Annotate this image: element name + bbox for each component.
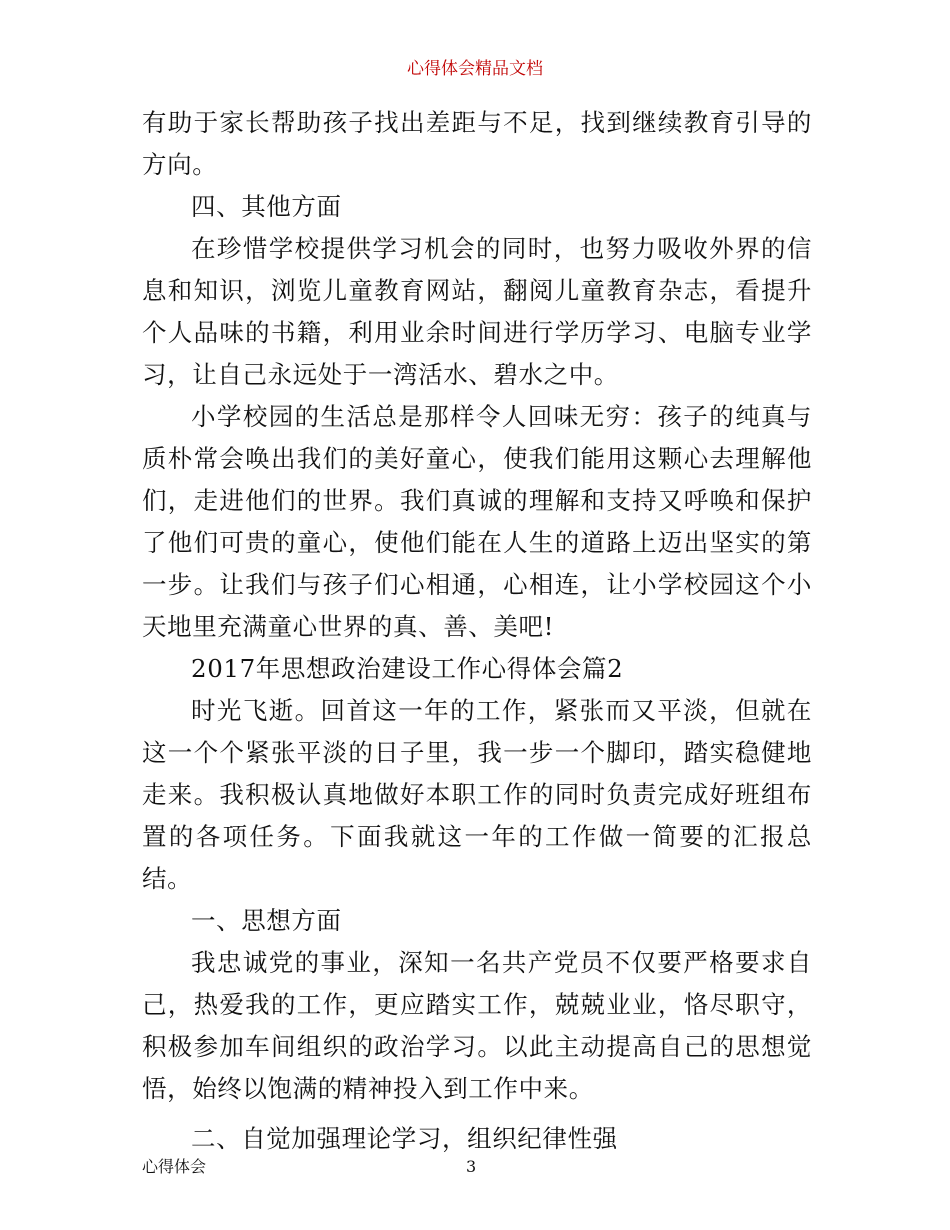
body-paragraph: 在珍惜学校提供学习机会的同时，也努力吸收外界的信息和知识，浏览儿童教育网站，翻阅儿童教育杂志，看提升个人品味的书籍，利用业余时间进行学历学习、电脑专业学习，让自己永远处于一湾活水、碧水之中。 — [142, 234, 812, 389]
body-paragraph: 我忠诚党的事业，深知一名共产党员不仅要严格要求自己，热爱我的工作，更应踏实工作，兢兢业业，恪尽职守，积极参加车间组织的政治学习。以此主动提高自己的思想觉悟，始终以饱满的精神投入到工作中来。 — [142, 948, 812, 1103]
section-heading-ideology: 一、思想方面 — [191, 906, 342, 935]
section-heading-theory-study: 二、自觉加强理论学习，组织纪律性强 — [191, 1124, 618, 1153]
body-paragraph: 时光飞逝。回首这一年的工作，紧张而又平淡，但就在这一个个紧张平淡的日子里，我一步一个脚印，踏实稳健地走来。我积极认真地做好本职工作的同时负责完成好班组布置的各项任务。下面我就这一年的工作做一简要的汇报总结。 — [142, 696, 812, 893]
body-paragraph-continuation: 有助于家长帮助孩子找出差距与不足，找到继续教育引导的方向。 — [142, 108, 812, 179]
footer-page-number: 3 — [466, 1157, 477, 1176]
body-paragraph: 小学校园的生活总是那样令人回味无穷：孩子的纯真与质朴常会唤出我们的美好童心，使我们能用这颗心去理解他们，走进他们的世界。我们真诚的理解和支持又呼唤和保护了他们可贵的童心，使他们能在人生的道路上迈出坚实的第一步。让我们与孩子们心相通，心相连，让小学校园这个小天地里充满童心世界的真、善、美吧! — [142, 402, 812, 641]
article-title-part-2: 2017年思想政治建设工作心得体会篇2 — [191, 654, 624, 683]
footer-label: 心得体会 — [142, 1157, 207, 1176]
document-body — [142, 102, 812, 1160]
section-heading-other-aspects: 四、其他方面 — [191, 192, 342, 221]
document-header-title: 心得体会精品文档 — [407, 59, 543, 79]
